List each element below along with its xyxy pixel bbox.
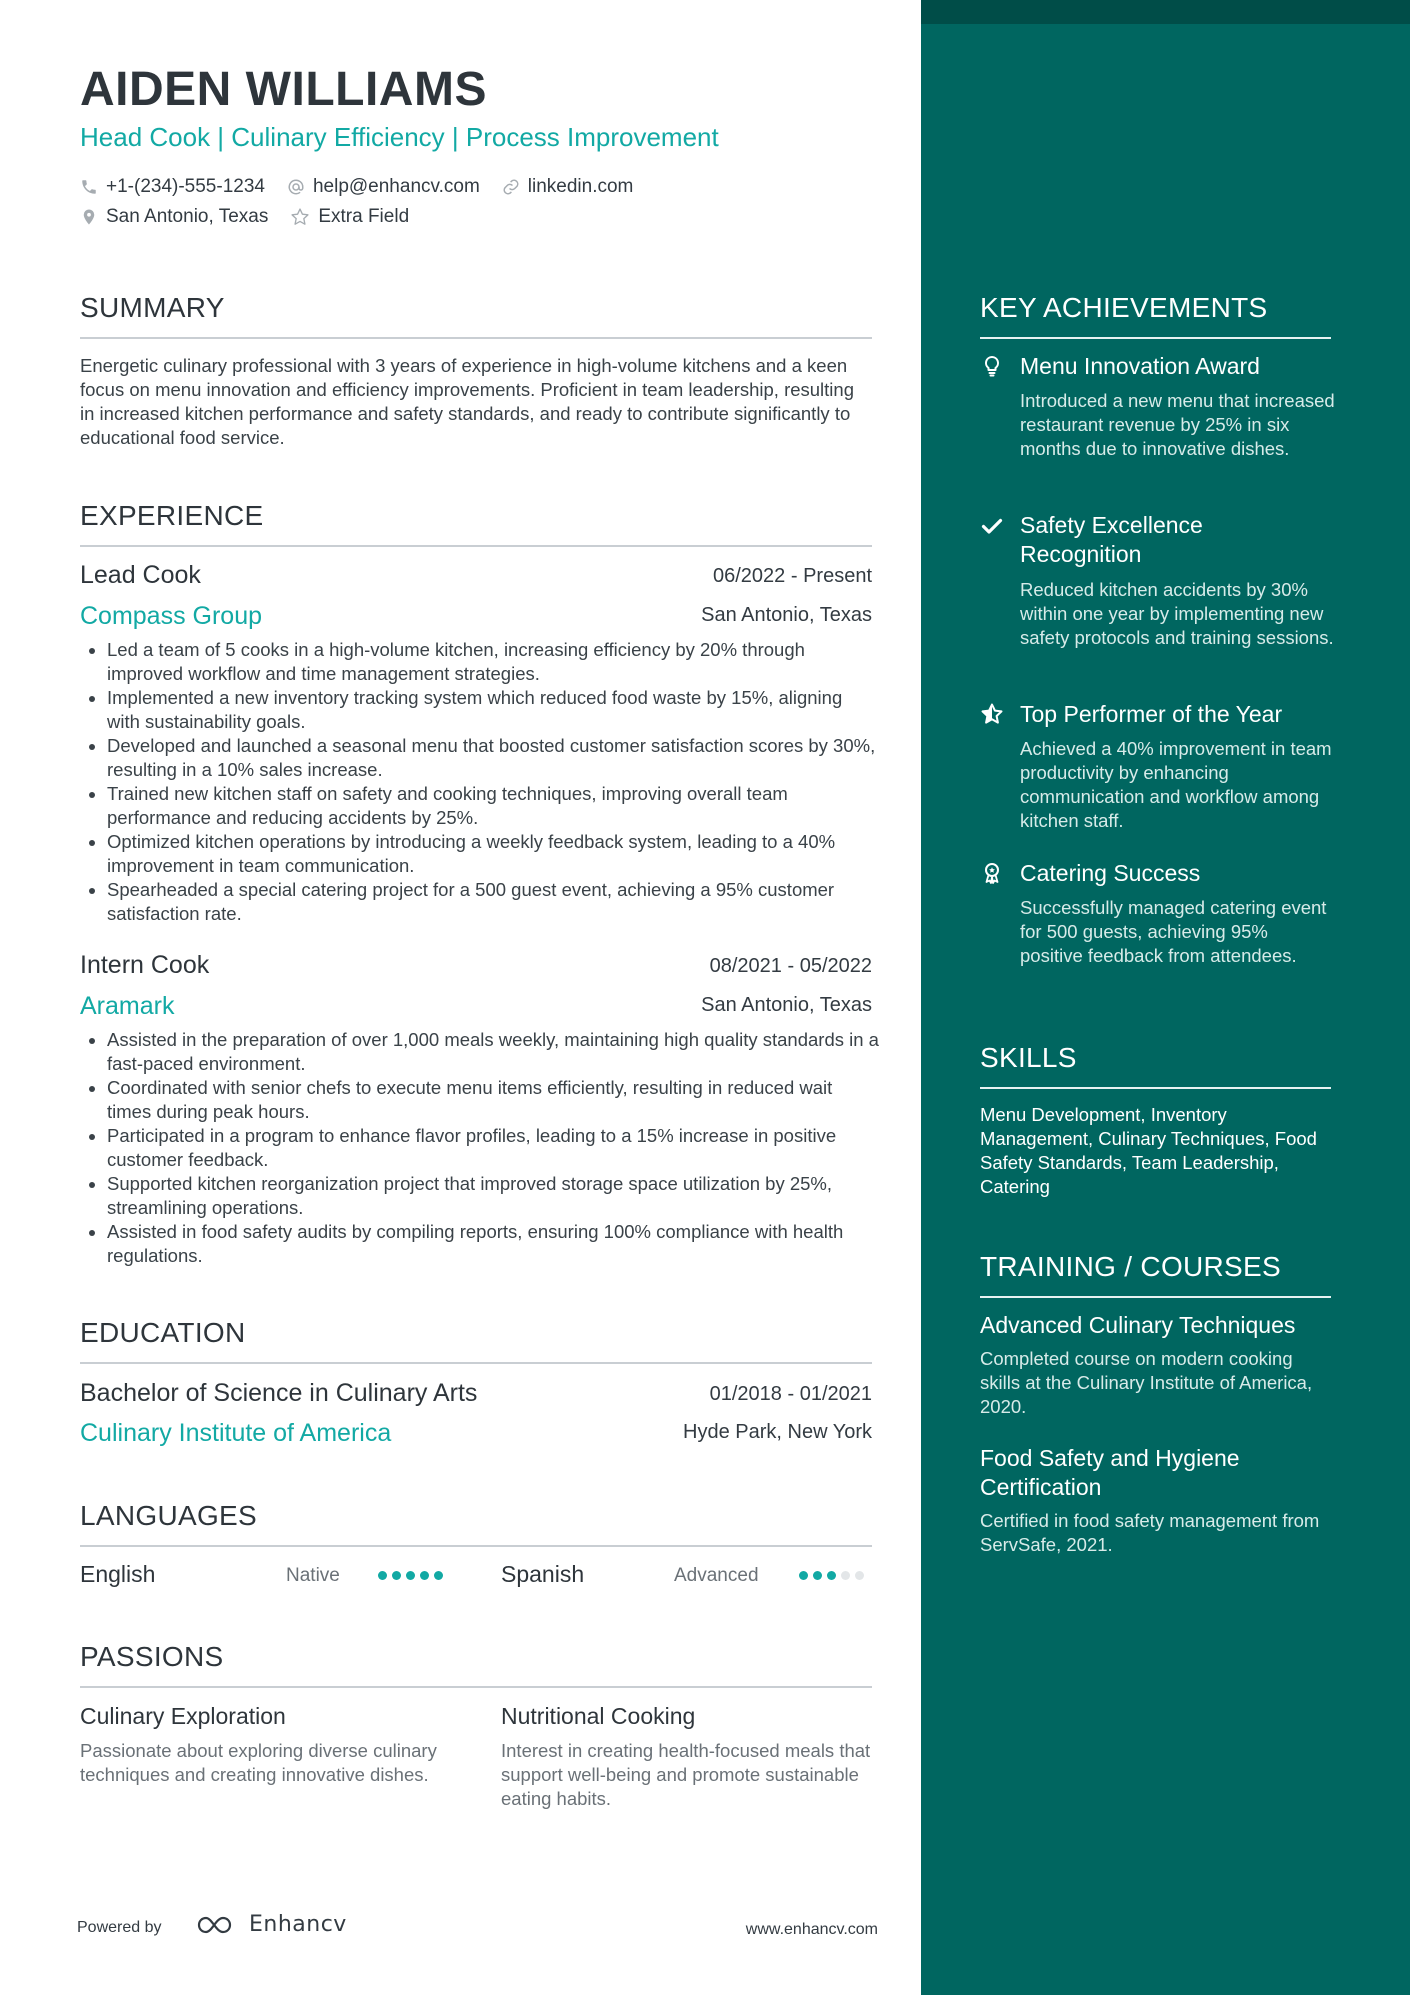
proficiency-dot-filled	[799, 1571, 808, 1580]
enhancv-url[interactable]: www.enhancv.com	[745, 1921, 878, 1938]
contact-phone[interactable]	[80, 176, 265, 198]
star-outline-icon	[290, 207, 310, 227]
skills-divider	[980, 1087, 1331, 1089]
proficiency-dot-filled	[813, 1571, 822, 1580]
language-name: Spanish	[501, 1561, 585, 1587]
language-level: Advanced	[674, 1565, 759, 1586]
lightbulb-icon	[980, 354, 1004, 378]
job-title: Intern Cook	[80, 951, 210, 979]
summary-divider	[80, 337, 872, 339]
achievement-title: Catering Success	[1020, 860, 1201, 886]
job-location: San Antonio, Texas	[701, 994, 872, 1016]
proficiency-dot-empty	[855, 1571, 864, 1580]
language-level: Native	[286, 1565, 340, 1586]
bullet-item: Participated in a program to enhance flavor profiles, leading to a 15% increase in positive customer feedback.	[80, 1124, 880, 1172]
achievements-heading: KEY ACHIEVEMENTS	[980, 292, 1268, 323]
at-icon	[287, 178, 305, 196]
passions-divider	[80, 1686, 872, 1688]
star-icon	[980, 702, 1004, 726]
experience-divider	[80, 545, 872, 547]
education-dates: 01/2018 - 01/2021	[709, 1383, 872, 1405]
education-divider	[80, 1362, 872, 1364]
link-icon	[502, 178, 520, 196]
contact-extra	[290, 206, 409, 228]
language-name: English	[80, 1561, 156, 1587]
proficiency-dot-filled	[392, 1571, 401, 1580]
achievement-description: Successfully managed catering event for 500 guests, achieving 95% positive feedback from attendees.	[1020, 897, 1327, 966]
skills-list: Menu Development, Inventory Management, Culinary Techniques, Food Safety Standards, Team Leadership, Catering	[980, 1104, 1317, 1197]
achievement-title: Top Performer of the Year	[1020, 701, 1283, 727]
proficiency-dot-filled	[827, 1571, 836, 1580]
education-heading: EDUCATION	[80, 1317, 246, 1348]
job-title: Lead Cook	[80, 561, 201, 589]
bullet-item: Developed and launched a seasonal menu that boosted customer satisfaction scores by 30%, resulting in a 10% sales increase.	[80, 734, 880, 782]
bullet-item: Supported kitchen reorganization project that improved storage space utilization by 25%, streamlining operations.	[80, 1172, 880, 1220]
school-name: Culinary Institute of America	[80, 1419, 392, 1447]
bullet-item: Assisted in food safety audits by compiling reports, ensuring 100% compliance with health regulations.	[80, 1220, 880, 1268]
linkedin-text: linkedin.com	[527, 176, 634, 197]
bullet-item: Implemented a new inventory tracking system which reduced food waste by 15%, aligning with sustainability goals.	[80, 686, 880, 734]
achievement-title: Menu Innovation Award	[1020, 353, 1260, 379]
course-description: Certified in food safety management from ServSafe, 2021.	[980, 1510, 1320, 1555]
enhancv-logo[interactable]	[195, 1912, 347, 1937]
medal-icon	[980, 861, 1004, 885]
contact-linkedin[interactable]	[502, 176, 634, 198]
summary-heading: SUMMARY	[80, 292, 225, 323]
phone-icon	[80, 178, 98, 196]
bullet-item: Coordinated with senior chefs to execute menu items efficiently, resulting in reduced wait times during peak hours.	[80, 1076, 880, 1124]
bullet-item: Trained new kitchen staff on safety and cooking techniques, improving overall team performance and reducing accidents by 25%.	[80, 782, 880, 830]
contact-info	[80, 172, 655, 232]
enhancv-logo-icon	[195, 1913, 241, 1937]
course-title: Food Safety and Hygiene Certification	[980, 1445, 1240, 1500]
bullet-item: Optimized kitchen operations by introducing a weekly feedback system, leading to a 40% improvement in team communication.	[80, 830, 880, 878]
passion-title: Nutritional Cooking	[501, 1703, 696, 1729]
job-bullets	[80, 638, 880, 926]
passion-title: Culinary Exploration	[80, 1703, 286, 1729]
proficiency-dot-filled	[406, 1571, 415, 1580]
contact-email[interactable]	[287, 176, 480, 198]
proficiency-dot-empty	[841, 1571, 850, 1580]
achievement-title: Safety Excellence Recognition	[1020, 512, 1203, 567]
candidate-headline: Head Cook | Culinary Efficiency | Process Improvement	[80, 122, 719, 152]
proficiency-dot-filled	[378, 1571, 387, 1580]
training-heading: TRAINING / COURSES	[980, 1251, 1281, 1282]
sidebar-top-bar	[921, 0, 1410, 24]
degree-title: Bachelor of Science in Culinary Arts	[80, 1379, 478, 1407]
job-dates: 06/2022 - Present	[713, 565, 872, 587]
passion-description: Interest in creating health-focused meals that support well-being and promote sustainable eating habits.	[501, 1740, 871, 1809]
phone-text: +1-(234)-555-1234	[106, 176, 265, 197]
achievement-description: Introduced a new menu that increased restaurant revenue by 25% in six months due to innovative dishes.	[1020, 390, 1335, 459]
school-location: Hyde Park, New York	[683, 1421, 872, 1443]
proficiency-dot-filled	[420, 1571, 429, 1580]
bullet-item: Assisted in the preparation of over 1,000 meals weekly, maintaining high quality standards in a fast-paced environment.	[80, 1028, 880, 1076]
experience-heading: EXPERIENCE	[80, 500, 264, 531]
proficiency-dot-filled	[434, 1571, 443, 1580]
achievements-divider	[980, 337, 1331, 339]
languages-heading: LANGUAGES	[80, 1500, 257, 1531]
summary-text: Energetic culinary professional with 3 years of experience in high-volume kitchens and a keen focus on menu innovation and efficiency improvements. Proficient in team leadership, resulting in increased kitchen performance and safety standards, and ready to contribute significantly to educational food service.	[80, 355, 854, 448]
course-description: Completed course on modern cooking skills at the Culinary Institute of America, 2020.	[980, 1348, 1313, 1417]
passion-description: Passionate about exploring diverse culinary techniques and creating innovative dishes.	[80, 1740, 437, 1785]
languages-divider	[80, 1545, 872, 1547]
checkmark-icon	[980, 514, 1004, 538]
skills-heading: SKILLS	[980, 1042, 1077, 1073]
training-divider	[980, 1296, 1331, 1298]
passions-heading: PASSIONS	[80, 1641, 224, 1672]
candidate-name: AIDEN WILLIAMS	[80, 63, 487, 116]
language-proficiency-dots	[799, 1571, 869, 1580]
language-proficiency-dots	[378, 1571, 448, 1580]
enhancv-brand: Enhancv	[249, 1912, 347, 1937]
job-dates: 08/2021 - 05/2022	[709, 955, 872, 977]
job-location: San Antonio, Texas	[701, 604, 872, 626]
powered-by-label: Powered by	[77, 1919, 162, 1936]
achievement-description: Reduced kitchen accidents by 30% within one year by implementing new safety protocols and training sessions.	[1020, 579, 1334, 648]
company-name: Aramark	[80, 992, 175, 1020]
bullet-item: Led a team of 5 cooks in a high-volume kitchen, increasing efficiency by 20% through improved workflow and time management strategies.	[80, 638, 880, 686]
location-pin-icon	[80, 208, 98, 226]
email-text: help@enhancv.com	[312, 176, 480, 197]
achievement-description: Achieved a 40% improvement in team productivity by enhancing communication and workflow among kitchen staff.	[1020, 738, 1332, 831]
company-name: Compass Group	[80, 602, 263, 630]
contact-location	[80, 206, 268, 228]
course-title: Advanced Culinary Techniques	[980, 1312, 1296, 1338]
location-text: San Antonio, Texas	[106, 206, 269, 227]
bullet-item: Spearheaded a special catering project for a 500 guest event, achieving a 95% customer satisfaction rate.	[80, 878, 880, 926]
job-bullets	[80, 1028, 880, 1268]
extra-text: Extra Field	[318, 206, 410, 227]
